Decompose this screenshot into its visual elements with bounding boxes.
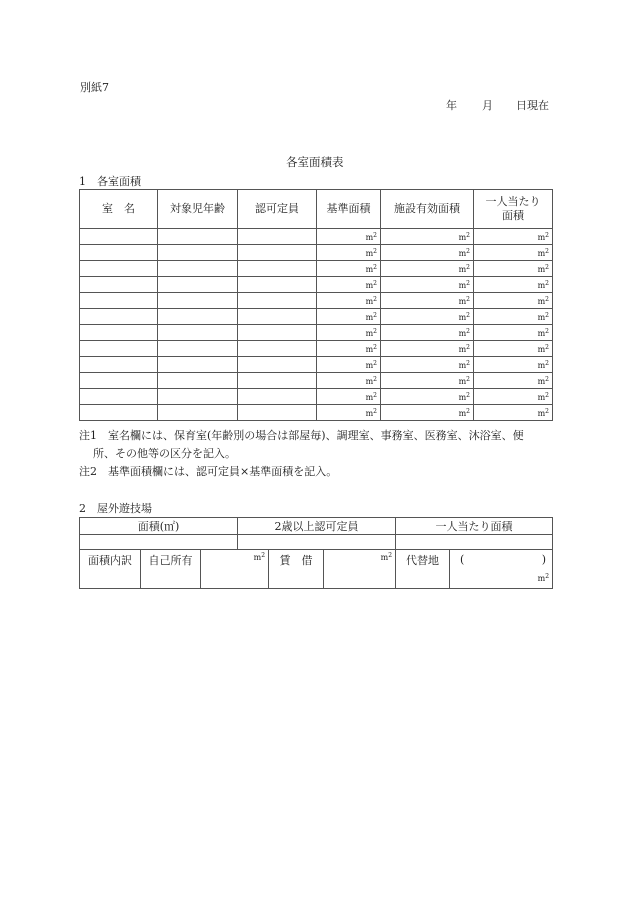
unit-sup: 2 bbox=[373, 295, 377, 303]
unit-label: m bbox=[537, 408, 546, 418]
table-row bbox=[80, 261, 553, 277]
per-person-value-cell[interactable] bbox=[396, 535, 553, 550]
per-person-area-cell[interactable] bbox=[474, 341, 553, 357]
standard-area-cell[interactable] bbox=[317, 325, 381, 341]
date-month-label: 月 bbox=[482, 99, 493, 112]
capacity-cell[interactable] bbox=[238, 357, 317, 373]
leased-value-cell[interactable] bbox=[324, 550, 396, 589]
col-per-person-area bbox=[474, 190, 553, 229]
target-age-cell[interactable] bbox=[158, 245, 238, 261]
unit-label: m bbox=[458, 264, 467, 274]
unit-label: m bbox=[365, 264, 374, 274]
per-person-area-cell[interactable] bbox=[474, 405, 553, 421]
room-name-cell[interactable] bbox=[80, 277, 158, 293]
capacity-cell[interactable] bbox=[238, 325, 317, 341]
unit-sup: 2 bbox=[466, 263, 470, 271]
table-row bbox=[80, 389, 553, 405]
room-name-cell[interactable] bbox=[80, 373, 158, 389]
unit-sup: 2 bbox=[373, 231, 377, 239]
target-age-cell[interactable] bbox=[158, 309, 238, 325]
target-age-cell[interactable] bbox=[158, 341, 238, 357]
unit-sup: 2 bbox=[373, 375, 377, 383]
unit-sup: 2 bbox=[545, 375, 549, 383]
per-person-area-cell[interactable] bbox=[474, 373, 553, 389]
unit-sup: 2 bbox=[466, 231, 470, 239]
unit-sup: 2 bbox=[373, 263, 377, 271]
per-person-area-cell[interactable] bbox=[474, 389, 553, 405]
note-1 bbox=[79, 427, 524, 463]
col-per-person-line2: 面積 bbox=[502, 209, 524, 222]
effective-area-cell[interactable] bbox=[381, 373, 474, 389]
target-age-cell[interactable] bbox=[158, 357, 238, 373]
unit-sup: 2 bbox=[545, 407, 549, 415]
unit-sup: 2 bbox=[545, 311, 549, 319]
standard-area-cell[interactable] bbox=[317, 405, 381, 421]
unit-sup: 2 bbox=[373, 279, 377, 287]
col-effective-area: 施設有効面積 bbox=[381, 190, 474, 229]
effective-area-cell[interactable] bbox=[381, 293, 474, 309]
note-1-line2: 所、その他等の区分を記入。 bbox=[93, 447, 236, 460]
leased-label: 賃 借 bbox=[269, 550, 324, 589]
unit-m: m bbox=[380, 553, 389, 562]
unit-label: m bbox=[365, 328, 374, 338]
table-row bbox=[80, 405, 553, 421]
per-person-area-cell[interactable] bbox=[474, 357, 553, 373]
capacity-cell[interactable] bbox=[238, 293, 317, 309]
unit-label: m bbox=[537, 232, 546, 242]
breakdown-label: 面積内訳 bbox=[80, 550, 141, 589]
unit-sup: 2 bbox=[466, 295, 470, 303]
unit-sup: 2 bbox=[466, 327, 470, 335]
unit-sup: 2 bbox=[466, 343, 470, 351]
header-capacity-2plus: 2歳以上認可定員 bbox=[238, 518, 396, 535]
unit-sup: 2 bbox=[466, 407, 470, 415]
table-row bbox=[80, 229, 553, 245]
target-age-cell[interactable] bbox=[158, 389, 238, 405]
alternate-label: 代替地 bbox=[396, 550, 450, 589]
standard-area-cell[interactable] bbox=[317, 261, 381, 277]
standard-area-cell[interactable] bbox=[317, 277, 381, 293]
room-name-cell[interactable] bbox=[80, 261, 158, 277]
target-age-cell[interactable] bbox=[158, 229, 238, 245]
per-person-area-cell[interactable] bbox=[474, 261, 553, 277]
unit-sup: 2 bbox=[545, 573, 550, 580]
unit-label: m bbox=[537, 328, 546, 338]
col-room-name: 室 名 bbox=[80, 190, 158, 229]
date-year-label: 年 bbox=[446, 99, 457, 112]
room-name-cell[interactable] bbox=[80, 293, 158, 309]
unit-sup: 2 bbox=[545, 279, 549, 287]
effective-area-cell[interactable] bbox=[381, 277, 474, 293]
unit-sup: 2 bbox=[466, 359, 470, 367]
unit-label: m bbox=[537, 280, 546, 290]
unit-sup: 2 bbox=[545, 343, 549, 351]
alternate-unit bbox=[538, 573, 549, 583]
table-row bbox=[80, 245, 553, 261]
section2-heading: 2 屋外遊技場 bbox=[79, 502, 152, 515]
area-value-cell[interactable] bbox=[80, 535, 238, 550]
note-2: 注2 基準面積欄には、認可定員×基準面積を記入。 bbox=[79, 465, 338, 478]
standard-area-cell[interactable] bbox=[317, 293, 381, 309]
table-row bbox=[80, 357, 553, 373]
unit-sup: 2 bbox=[373, 247, 377, 255]
unit-label: m bbox=[537, 392, 546, 402]
effective-area-cell[interactable] bbox=[381, 341, 474, 357]
effective-area-cell[interactable] bbox=[381, 309, 474, 325]
unit-label: m bbox=[537, 312, 546, 322]
unit-m: m bbox=[253, 553, 262, 562]
capacity-cell[interactable] bbox=[238, 309, 317, 325]
form-id: 別紙7 bbox=[80, 81, 109, 94]
unit-sup: 2 bbox=[545, 327, 549, 335]
unit-sup: 2 bbox=[373, 359, 377, 367]
unit-m: m bbox=[537, 574, 546, 583]
unit-sup: 2 bbox=[261, 552, 266, 559]
per-person-area-cell[interactable] bbox=[474, 325, 553, 341]
unit-label: m bbox=[537, 248, 546, 258]
capacity-cell[interactable] bbox=[238, 405, 317, 421]
table-row bbox=[80, 325, 553, 341]
target-age-cell[interactable] bbox=[158, 261, 238, 277]
room-name-cell[interactable] bbox=[80, 325, 158, 341]
effective-area-cell[interactable] bbox=[381, 229, 474, 245]
table-row bbox=[80, 341, 553, 357]
unit-label: m bbox=[365, 296, 374, 306]
room-area-table bbox=[79, 189, 553, 421]
standard-area-cell[interactable] bbox=[317, 309, 381, 325]
unit-label: m bbox=[537, 264, 546, 274]
col-per-person-line1: 一人当たり bbox=[485, 195, 541, 208]
unit-label: m bbox=[537, 344, 546, 354]
page-title: 各室面積表 bbox=[286, 155, 344, 169]
room-name-cell[interactable] bbox=[80, 229, 158, 245]
effective-area-cell[interactable] bbox=[381, 405, 474, 421]
unit-sup: 2 bbox=[388, 552, 393, 559]
unit-sup: 2 bbox=[545, 247, 549, 255]
room-name-cell[interactable] bbox=[80, 405, 158, 421]
col-capacity: 認可定員 bbox=[238, 190, 317, 229]
target-age-cell[interactable] bbox=[158, 373, 238, 389]
note-1-line1: 注1 室名欄には、保育室(年齢別の場合は部屋毎)、調理室、事務室、医務室、沐浴室、便 bbox=[79, 429, 524, 442]
unit-label: m bbox=[458, 232, 467, 242]
effective-area-cell[interactable] bbox=[381, 389, 474, 405]
unit-label: m bbox=[537, 376, 546, 386]
unit-label: m bbox=[365, 408, 374, 418]
target-age-cell[interactable] bbox=[158, 325, 238, 341]
room-name-cell[interactable] bbox=[80, 357, 158, 373]
unit-label: m bbox=[458, 360, 467, 370]
effective-area-cell[interactable] bbox=[381, 325, 474, 341]
per-person-area-cell[interactable] bbox=[474, 309, 553, 325]
room-name-cell[interactable] bbox=[80, 245, 158, 261]
unit-sup: 2 bbox=[373, 407, 377, 415]
header-area: 面積(㎡) bbox=[80, 518, 238, 535]
owned-label: 自己所有 bbox=[141, 550, 201, 589]
section1-heading: 1 各室面積 bbox=[79, 175, 141, 188]
unit-label: m bbox=[458, 296, 467, 306]
room-name-cell[interactable] bbox=[80, 389, 158, 405]
unit-sup: 2 bbox=[545, 231, 549, 239]
unit-sup: 2 bbox=[373, 391, 377, 399]
alternate-value-cell[interactable] bbox=[450, 550, 553, 589]
unit-label: m bbox=[458, 328, 467, 338]
unit-sup: 2 bbox=[373, 327, 377, 335]
unit-label: m bbox=[458, 280, 467, 290]
target-age-cell[interactable] bbox=[158, 293, 238, 309]
unit-sup: 2 bbox=[373, 311, 377, 319]
unit-sup: 2 bbox=[545, 263, 549, 271]
paren-close: ) bbox=[541, 553, 547, 566]
unit-sup: 2 bbox=[466, 279, 470, 287]
unit-sup: 2 bbox=[466, 391, 470, 399]
unit-label: m bbox=[458, 376, 467, 386]
capacity-cell[interactable] bbox=[238, 389, 317, 405]
capacity-cell[interactable] bbox=[238, 373, 317, 389]
target-age-cell[interactable] bbox=[158, 277, 238, 293]
effective-area-cell[interactable] bbox=[381, 357, 474, 373]
unit-label: m bbox=[458, 344, 467, 354]
capacity-cell[interactable] bbox=[238, 245, 317, 261]
standard-area-cell[interactable] bbox=[317, 229, 381, 245]
unit-label: m bbox=[458, 312, 467, 322]
standard-area-cell[interactable] bbox=[317, 373, 381, 389]
unit-label: m bbox=[365, 392, 374, 402]
room-name-cell[interactable] bbox=[80, 309, 158, 325]
table-row bbox=[80, 293, 553, 309]
unit-sup: 2 bbox=[545, 391, 549, 399]
unit-label: m bbox=[458, 408, 467, 418]
header-per-person-area: 一人当たり面積 bbox=[396, 518, 553, 535]
unit-label: m bbox=[365, 360, 374, 370]
standard-area-cell[interactable] bbox=[317, 357, 381, 373]
unit-label: m bbox=[365, 312, 374, 322]
effective-area-cell[interactable] bbox=[381, 245, 474, 261]
unit-sup: 2 bbox=[545, 359, 549, 367]
effective-area-cell[interactable] bbox=[381, 261, 474, 277]
col-target-age: 対象児年齢 bbox=[158, 190, 238, 229]
capacity-value-cell[interactable] bbox=[238, 535, 396, 550]
unit-label: m bbox=[365, 248, 374, 258]
per-person-area-cell[interactable] bbox=[474, 293, 553, 309]
unit-label: m bbox=[458, 392, 467, 402]
target-age-cell[interactable] bbox=[158, 405, 238, 421]
unit-sup: 2 bbox=[466, 247, 470, 255]
unit-sup: 2 bbox=[545, 295, 549, 303]
room-name-cell[interactable] bbox=[80, 341, 158, 357]
unit-label: m bbox=[365, 280, 374, 290]
unit-label: m bbox=[537, 360, 546, 370]
table-row bbox=[80, 309, 553, 325]
standard-area-cell[interactable] bbox=[317, 341, 381, 357]
capacity-cell[interactable] bbox=[238, 341, 317, 357]
col-standard-area: 基準面積 bbox=[317, 190, 381, 229]
unit-sup: 2 bbox=[373, 343, 377, 351]
unit-label: m bbox=[365, 376, 374, 386]
unit-sup: 2 bbox=[466, 375, 470, 383]
unit-label: m bbox=[365, 232, 374, 242]
unit-label: m bbox=[365, 344, 374, 354]
date-day-label: 日現在 bbox=[516, 99, 549, 112]
unit-sup: 2 bbox=[466, 311, 470, 319]
table-row bbox=[80, 373, 553, 389]
unit-label: m bbox=[537, 296, 546, 306]
capacity-cell[interactable] bbox=[238, 229, 317, 245]
unit-label: m bbox=[458, 248, 467, 258]
outdoor-playground-table bbox=[79, 517, 553, 589]
standard-area-cell[interactable] bbox=[317, 389, 381, 405]
per-person-area-cell[interactable] bbox=[474, 277, 553, 293]
capacity-cell[interactable] bbox=[238, 261, 317, 277]
standard-area-cell[interactable] bbox=[317, 245, 381, 261]
table-header-row bbox=[80, 190, 553, 229]
table-row bbox=[80, 277, 553, 293]
per-person-area-cell[interactable] bbox=[474, 229, 553, 245]
capacity-cell[interactable] bbox=[238, 277, 317, 293]
per-person-area-cell[interactable] bbox=[474, 245, 553, 261]
owned-value-cell[interactable] bbox=[201, 550, 269, 589]
paren-open: ( bbox=[460, 553, 465, 566]
